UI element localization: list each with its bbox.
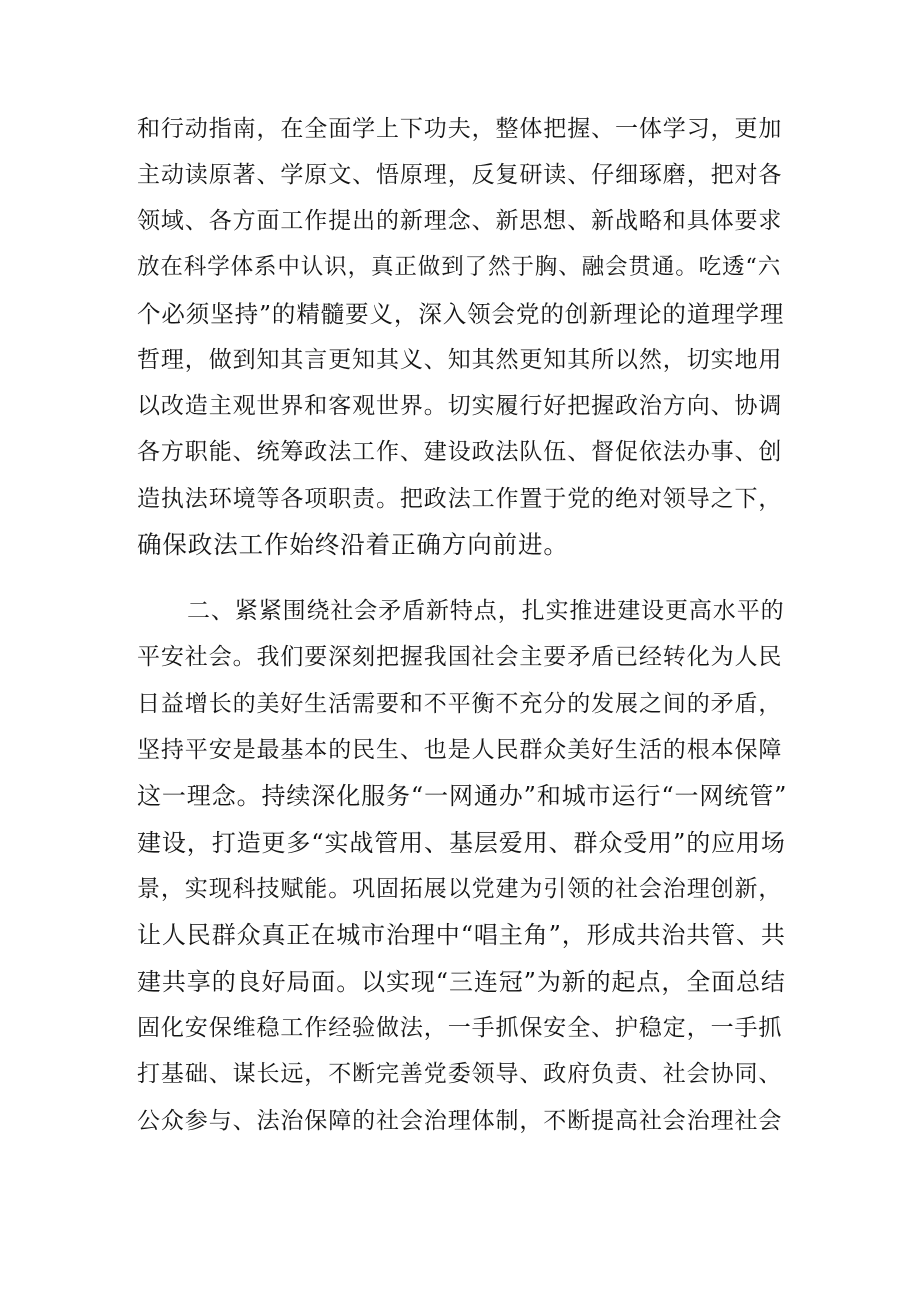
text-line: 造执法环境等各项职责。把政法工作置于党的绝对领导之下， bbox=[137, 486, 783, 512]
text-line: 领域、各方面工作提出的新理念、新思想、新战略和具体要求 bbox=[137, 208, 783, 234]
text-line: 平安社会。我们要深刻把握我国社会主要矛盾已经转化为人民 bbox=[137, 644, 783, 670]
text-line: 个必须坚持”的精髓要义，深入领会党的创新理论的道理学理 bbox=[137, 300, 785, 328]
text-line: 景，实现科技赋能。巩固拓展以党建为引领的社会治理创新， bbox=[137, 876, 783, 902]
text-line: 让人民群众真正在城市治理中“唱主角”，形成共治共管、共 bbox=[137, 921, 786, 949]
text-line: 这一理念。持续深化服务“一网通办”和城市运行“一网统管” bbox=[137, 782, 788, 810]
text-line: 主动读原著、学原文、悟原理，反复研读、仔细琢磨，把对各 bbox=[137, 162, 783, 188]
text-line: 日益增长的美好生活需要和不平衡不充分的发展之间的矛盾， bbox=[137, 691, 783, 717]
text-line: 建设，打造更多“实战管用、基层爱用、群众受用”的应用场 bbox=[137, 829, 786, 857]
text-line: 坚持平安是最基本的民生、也是人民群众美好生活的根本保障 bbox=[137, 737, 783, 763]
text-line: 和行动指南，在全面学上下功夫，整体把握、一体学习，更加 bbox=[137, 116, 783, 142]
text-line: 固化安保维稳工作经验做法，一手抓保安全、护稳定，一手抓 bbox=[137, 1015, 783, 1041]
text-line: 确保政法工作始终沿着正确方向前进。 bbox=[137, 530, 569, 559]
text-line: 建共享的良好局面。以实现“三连冠”为新的起点，全面总结 bbox=[137, 968, 786, 996]
text-line: 各方职能、统筹政法工作、建设政法队伍、督促依法办事、创 bbox=[137, 439, 783, 465]
text-line: 以改造主观世界和客观世界。切实履行好把握政治方向、协调 bbox=[137, 393, 783, 419]
paragraph-heading-line: 二、紧紧围绕社会矛盾新特点，扎实推进建设更高水平的 bbox=[187, 598, 785, 624]
text-line: 公众参与、法治保障的社会治理体制，不断提高社会治理社会 bbox=[137, 1108, 783, 1134]
text-line: 放在科学体系中认识，真正做到了然于胸、融会贯通。吃透“六 bbox=[137, 254, 782, 280]
text-line: 打基础、谋长远，不断完善党委领导、政府负责、社会协同、 bbox=[137, 1061, 783, 1087]
text-line: 哲理，做到知其言更知其义、知其然更知其所以然，切实地用 bbox=[137, 347, 783, 373]
